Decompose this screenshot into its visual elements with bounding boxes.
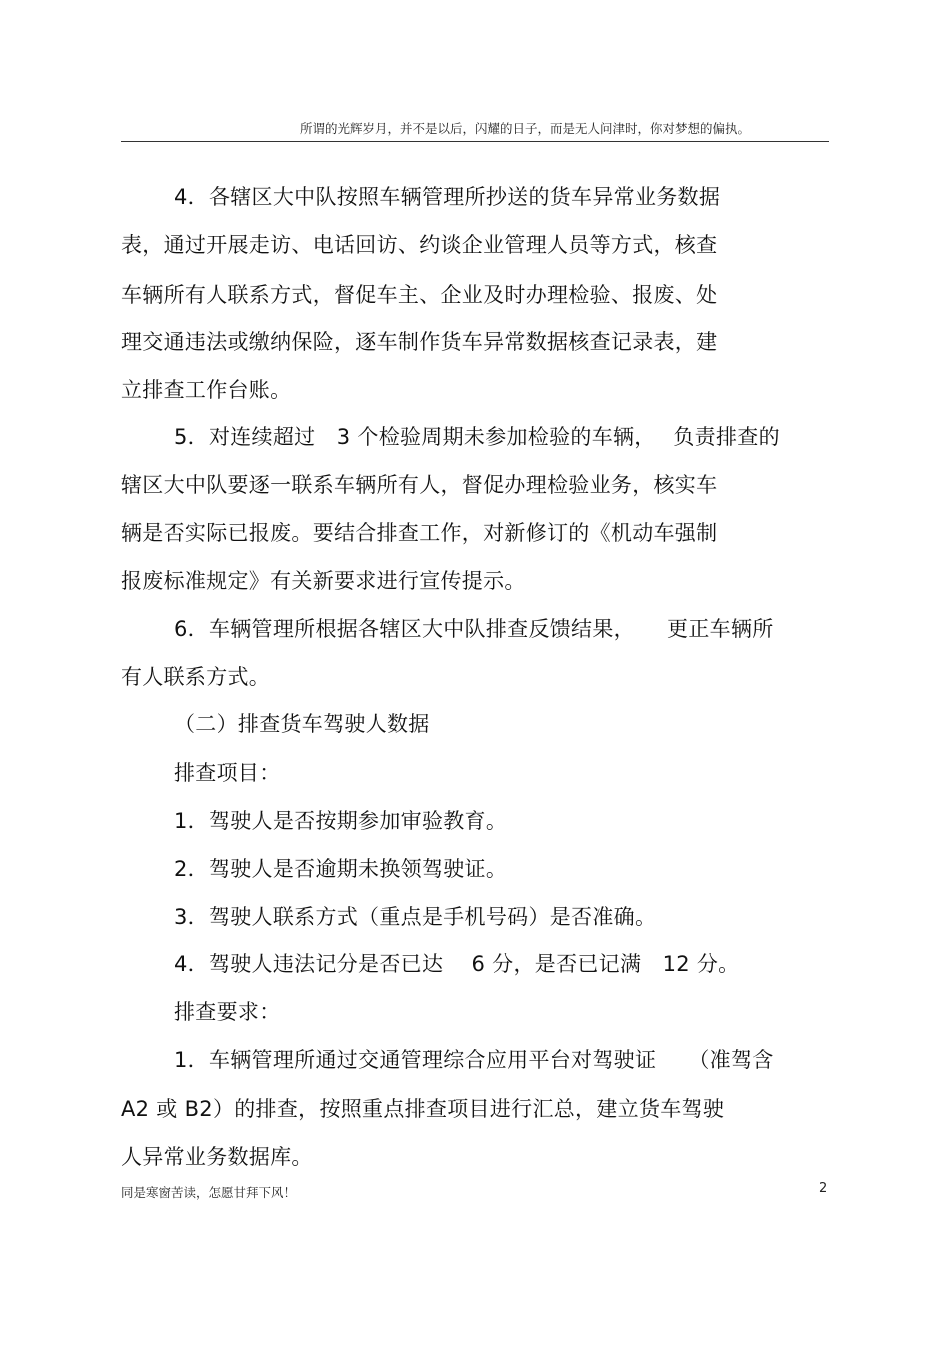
header-divider xyxy=(121,141,829,142)
footer-motto: 同是寒窗苦读，怎愿甘拜下风！ xyxy=(121,1185,297,1200)
body-line: 排查项目： xyxy=(174,761,281,785)
body-line: 4．各辖区大中队按照车辆管理所抄送的货车异常业务数据 xyxy=(174,185,721,209)
body-line: 排查要求： xyxy=(174,1000,281,1024)
body-line: 表，通过开展走访、电话回访、约谈企业管理人员等方式，核查 xyxy=(121,233,718,257)
list-item: 1．车辆管理所通过交通管理综合应用平台对驾驶证 （准驾含 xyxy=(174,1048,774,1072)
body-line: 辖区大中队要逐一联系车辆所有人，督促办理检验业务，核实车 xyxy=(121,473,718,497)
body-line: 报废标准规定》有关新要求进行宣传提示。 xyxy=(121,569,526,593)
section-heading: （二）排查货车驾驶人数据 xyxy=(174,712,430,736)
body-line: 有人联系方式。 xyxy=(121,665,271,689)
body-line: 车辆所有人联系方式，督促车主、企业及时办理检验、报废、处 xyxy=(121,283,718,307)
body-line: 人异常业务数据库。 xyxy=(121,1145,313,1169)
page-number: 2 xyxy=(819,1181,828,1196)
body-line: 理交通违法或缴纳保险，逐车制作货车异常数据核查记录表，建 xyxy=(121,330,718,354)
body-line: A2 或 B2）的排查，按照重点排查项目进行汇总，建立货车驾驶 xyxy=(121,1097,725,1121)
body-line: 5．对连续超过 3 个检验周期未参加检验的车辆， 负责排查的 xyxy=(174,425,780,449)
list-item: 3．驾驶人联系方式（重点是手机号码）是否准确。 xyxy=(174,905,657,929)
body-line: 6．车辆管理所根据各辖区大中队排查反馈结果， 更正车辆所 xyxy=(174,617,774,641)
list-item: 4．驾驶人违法记分是否已达 6 分，是否已记满 12 分。 xyxy=(174,952,740,976)
body-line: 立排查工作台账。 xyxy=(121,378,292,402)
list-item: 2．驾驶人是否逾期未换领驾驶证。 xyxy=(174,857,508,881)
header-motto: 所谓的光辉岁月，并不是以后，闪耀的日子，而是无人问津时，你对梦想的偏执。 xyxy=(300,121,751,136)
body-line: 辆是否实际已报废。要结合排查工作，对新修订的《机动车强制 xyxy=(121,521,718,545)
list-item: 1．驾驶人是否按期参加审验教育。 xyxy=(174,809,508,833)
